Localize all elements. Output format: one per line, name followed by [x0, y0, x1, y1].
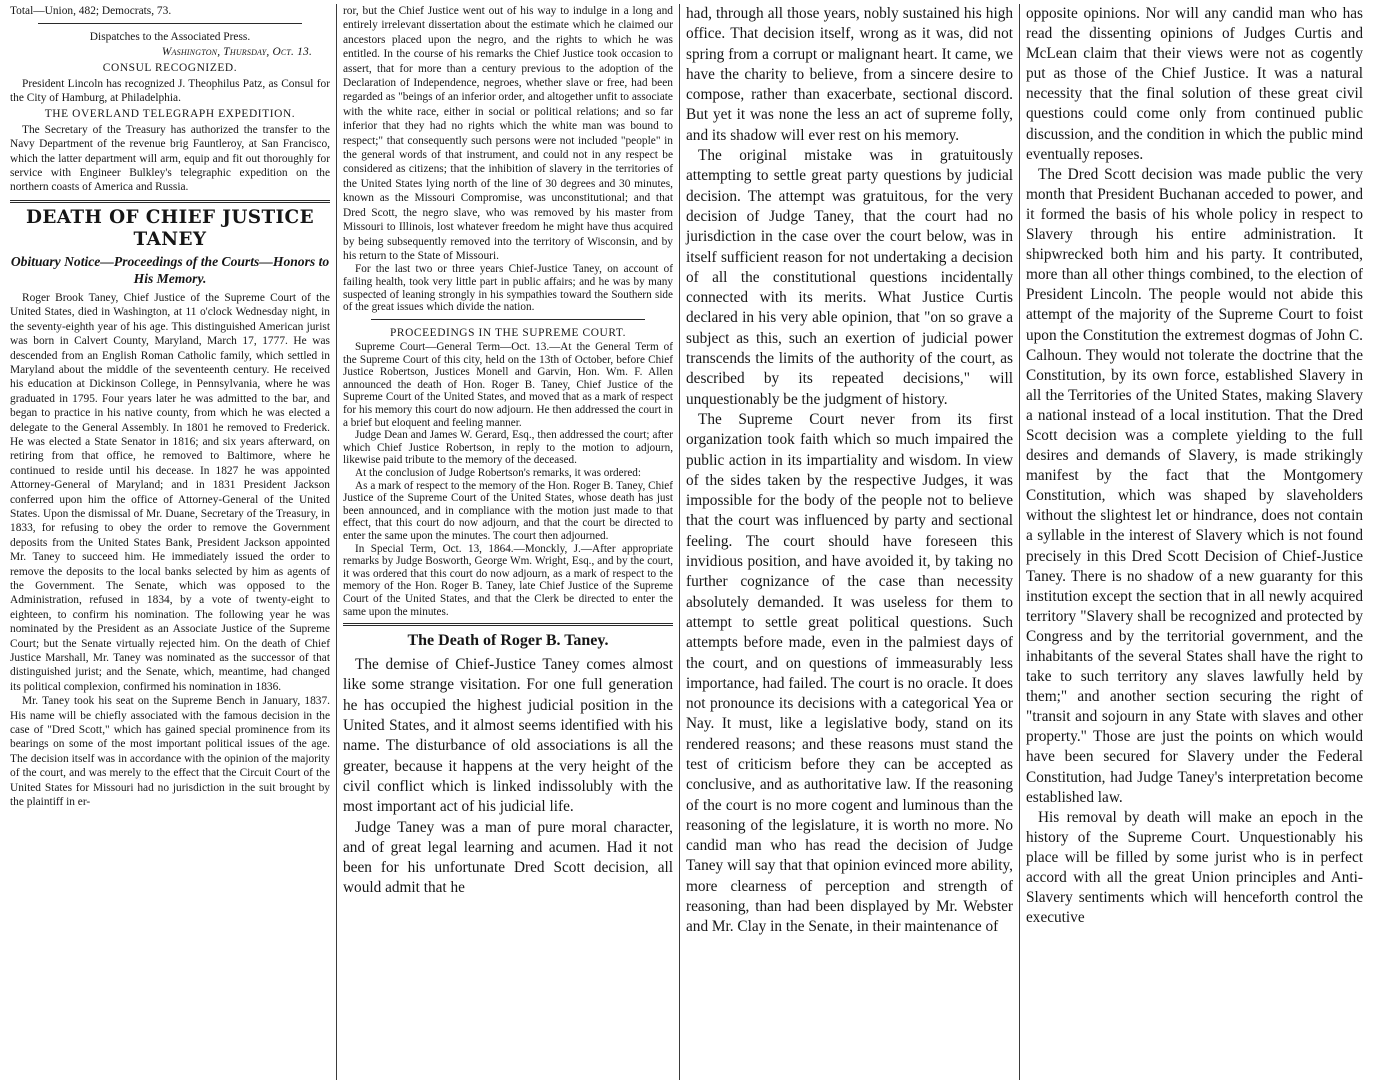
- section-divider: [10, 200, 330, 203]
- editorial-headline: The Death of Roger B. Taney.: [407, 632, 609, 650]
- editorial-paragraph: The Dred Scott decision was made public the very month that President Buchanan acceded to power, and it formed the basis of his whole policy in respect to Slavery through his entire administration. It shipwrecked both him and his party. It contributed, more than all other things combined, to the election of President Lincoln. The people would not abide this attempt of the majority of the Supreme Court to foist upon the Constitution the extremest dogmas of John C. Calhoun. They would not tolerate the doctrine that the Constitution, by its own force, established Slavery in all the Territories of the United States, making Slavery a national instead of a local institution. That the Dred Scott decision was a complete yielding to the full desires and demands of Slavery, is made strikingly manifest by the fact that the Montgomery Constitution, which was shaped by slaveholders without the slightest let or hindrance, does not contain a syllable in the interest of Slavery which is not found precisely in this Dred Scott Decision of Chief-Justice Taney. There is no shadow of a new guaranty for this institution except the section that in all newly acquired territory "Slavery shall be recognized and protected by Congress and by the territorial government, and the inhabitants of the several States shall have the right to take to such territory any slaves lawfully held by them;" and another section securing the right of "transit and sojourn in any State with slaves and other property." Those are just the points on which would have been secured for Slavery under the Federal Constitution, had Judge Taney's interpretation become established law.: [1026, 165, 1363, 806]
- obituary-body: [10, 291, 330, 810]
- column-2: [336, 4, 679, 1080]
- dispatch-heading: Dispatches to the Associated Press.: [89, 31, 251, 44]
- divider: [371, 319, 645, 320]
- proceedings-paragraph: Supreme Court—General Term—Oct. 13.—At the General Term of the Supreme Court of this city, held on the 13th of October, before Chief Justice Robertson, Justices Monell and Garvin, Hon. Wm. F. Allen announced the death of Hon. Roger B. Taney, Chief Justice of the Supreme Court of the United States, and moved that as a mark of respect for his memory this court do now adjourn. He then addressed the court in a brief but eloquent and feeling manner.: [343, 341, 673, 429]
- editorial-paragraph: The Supreme Court never from its first organization took faith which so much impaired the public action in its impartiality and wisdom. In view of the sides taken by the respective Judges, it was impossible for the body of the people not to believe that the court was influenced by party and sectional feeling. The court should have foreseen this invidious position, and have avoided it, by taking no further cognizance of the case than necessity absolutely demanded. It was useless for them to attempt to settle great political questions. Such attempts before made, even in the palmiest days of the court, and on questions of immeasurably less importance, had failed. The court is no oracle. It does not pronounce its decisions with a categorical Yea or Nay. It must, like a legislative body, stand on its rendered reasons; and these reasons must stand the test of criticism before they can be accepted as conclusive, and as authoritative law. If the reasoning of the court is no more cogent and luminous than the reasoning of the legislature, it is worth no more. No candid man who has read the decision of Judge Taney will say that that opinion evinced more ability, more clearness of perception and strength of reasoning, than had been displayed by Mr. Webster and Mr. Clay in the Senate, in their maintenance of: [686, 410, 1013, 936]
- obituary-paragraph: Roger Brook Taney, Chief Justice of the Supreme Court of the United States, died in Washington, at 11 o'clock Wednesday night, in the seventy-eighth year of his age. This distinguished American jurist was born in Calvert County, Maryland, March 17, 1777. He was descended from an English Roman Catholic family, which settled in Maryland about the middle of the seventeenth century. He received his education at Dickinson College, in Pennsylvania, where he was graduated in 1795. Four years later he was admitted to the bar, and began to practice in his native county, from which he was elected a delegate to the General Assembly. In 1801 he removed to Frederick. He was elected a State Senator in 1816; and six years afterward, on retiring from that office, he removed to Baltimore, where he continued to reside until his decease. In 1827 he was appointed Attorney-General of Maryland; and in 1831 President Jackson conferred upon him the office of Attorney-General of the United States. Upon the dismissal of Mr. Duane, Secretary of the Treasury, in 1833, for refusing to obey the order to remove the Government deposits from the United States Bank, President Jackson appointed Mr. Taney to succeed him. He immediately issued the order to remove the deposits to the local banks selected by him as agents of the Government. The Senate, which was opposed to the Administration, refused in 1834, by a vote of twenty-eight to eighteen, to confirm his nomination. The following year he was nominated by the President as an Associate Justice of the Supreme Court; but the Senate virtually rejected him. On the death of Chief Justice Marshall, Mr. Taney was nominated as the successor of that distinguished jurist; and the Senate, which, meantime, had changed its political complexion, confirmed his nomination in 1836.: [10, 291, 330, 693]
- column-1-top-section: [10, 4, 330, 195]
- divider: [38, 23, 302, 24]
- proceedings-paragraph: Judge Dean and James W. Gerard, Esq., then addressed the court; after which Chief Justice Robertson, in reply to the motion to adjourn, likewise paid tribute to the memory of the deceased.: [343, 429, 673, 467]
- obituary-paragraph: Mr. Taney took his seat on the Supreme Bench in January, 1837. His name will be chiefly associated with the famous decision in the case of "Dred Scott," which has gained special prominence from its bearings on some of the most important political issues of the age. The decision itself was in accordance with the opinion of the majority of the court, and was merely to the effect that the Circuit Court of the United States for Missouri had no jurisdiction in the suit brought by the plaintiff in er-: [10, 695, 330, 809]
- headline-death-of-chief-justice: DEATH OF CHIEF JUSTICE TANEY: [25, 206, 315, 250]
- health-paragraph: For the last two or three years Chief-Justice Taney, on account of failing health, took very little part in public affairs; and he was by many suspected of leaning strongly in his sympathies toward the Southern side of the great issues which divide the nation.: [343, 263, 673, 314]
- editorial-paragraph: opposite opinions. Nor will any candid man who has read the dissenting opinions of Judges Curtis and McLean claim that their views were not as cogently put as those of the Chief Justice. It was a natural necessity that the final solution of these great civil questions could come only from continued public discussion, and the condition in which the public mind eventually reposes.: [1026, 5, 1363, 163]
- proceedings-paragraph: In Special Term, Oct. 13, 1864.—Monckly, J.—After appropriate remarks by Judge Bosworth, George Wm. Wright, Esq., and by the court, it was ordered that this court do now adjourn, as a mark of respect to the memory of the Hon. Roger B. Taney, late Chief Justice of the Supreme Court of the United States, and that the Clerk be directed to enter the same upon the minutes.: [343, 542, 673, 618]
- proceedings-paragraph: As a mark of respect to the memory of the Hon. Roger B. Taney, Chief Justice of the Supreme Court of the United States, whose death has just been announced, and in compliance with the motion just made to that effect, that this court do now adjourn, and that the court be directed to enter the same upon the minutes. The court then adjourned.: [343, 479, 673, 542]
- column-1: [4, 4, 336, 1080]
- editorial-paragraph: The demise of Chief-Justice Taney comes almost like some strange visitation. For one full generation he has occupied the highest judicial position in the United States, and it almost seems identified with his name. The disturbance of old associations is all the greater, because it happens at the very height of the civil conflict which is linked indissolubly with the most important act of his judicial life.: [343, 656, 673, 816]
- column-2-top-section: [343, 4, 673, 618]
- consul-paragraph: President Lincoln has recognized J. Theophilus Patz, as Consul for the City of Hamburg, at Philadelphia.: [10, 77, 330, 105]
- subheadline-obituary: Obituary Notice—Proceedings of the Courts—Honors to His Memory.: [10, 253, 330, 286]
- vote-total-line: Total—Union, 482; Democrats, 73.: [10, 5, 172, 17]
- editorial-body-start: [343, 655, 673, 899]
- continued-paragraph: ror, but the Chief Justice went out of his way to indulge in a long and entirely irrelevant dissertation about the estimate which he claimed our ancestors placed upon the negro, and the rights to which he was entitled. In the course of his remarks the Chief Justice took occasion to assert, that for more than a century previous to the adoption of the Declaration of Independence, negroes, whether slave or free, had been regarded as "beings of an inferior order, and altogether unfit to associate with the white race, either in social or political relations; and so far inferior that they had no rights which the white man was bound to respect;" that consequently such persons were not included "people" in the general words of that instrument, and could not in any respect be considered as citizens; that the inhibition of slavery in the territories of the United States lying north of the line of 30 degrees and 30 minutes, known as the Missouri Compromise, was unconstitutional; and that Dred Scott, the negro slave, who was removed by his master from Missouri to Illinois, lost whatever freedom he might have thus acquired by being subsequently removed into the territory of Wisconsin, and by his return to the State of Missouri.: [343, 5, 673, 262]
- section-divider: [343, 623, 673, 626]
- telegraph-paragraph: The Secretary of the Treasury has authorized the transfer to the Navy Department of the revenue brig Fauntleroy, at San Francisco, which the latter department will arm, equip and fit out thoroughly for service with Engineer Bulkley's telegraphic expedition on the northern coasts of America and Russia.: [10, 123, 330, 194]
- proceedings-heading: PROCEEDINGS IN THE SUPREME COURT.: [389, 326, 627, 339]
- dateline: Washington, Thursday, Oct. 13.: [161, 45, 312, 58]
- consul-heading: CONSUL RECOGNIZED.: [102, 62, 238, 75]
- telegraph-heading: THE OVERLAND TELEGRAPH EXPEDITION.: [44, 108, 296, 121]
- editorial-paragraph: The original mistake was in gratuitously attempting to settle great party questions by judicial decision. The attempt was gratuitous, for the very decision of Judge Taney, that the court had no jurisdiction in the case over the court below, was in itself sufficient reason for not undertaking a decision of all the constitutional questions incidentally connected with its merits. What Justice Curtis declared in his very able opinion, that "on so grave a subject as this, such an exertion of judicial power transcends the limits of the authority of the court, as described by its repeated decisions," will unquestionably be the judgment of history.: [686, 147, 1013, 408]
- column-4: [1019, 4, 1369, 1080]
- editorial-paragraph: had, through all those years, nobly sustained his high office. That decision itself, wrong as it was, did not spring from a corrupt or malignant heart. It came, we have the charity to believe, from a sincere desire to compose, rather than exacerbate, sectional discord. But yet it was none the less an act of supreme folly, and its shadow will ever rest on his memory.: [686, 5, 1013, 144]
- column-3: [679, 4, 1019, 1080]
- editorial-paragraph: Judge Taney was a man of pure moral character, and of great legal learning and acumen. Had it not been for his unfortunate Dred Scott decision, all would admit that he: [343, 818, 673, 897]
- proceedings-paragraph: At the conclusion of Judge Robertson's remarks, it was ordered:: [355, 467, 641, 480]
- editorial-paragraph: His removal by death will make an epoch in the history of the Supreme Court. Unquestionably his place will be filled by some jurist who is in perfect accord with all the great Union principles and Anti-Slavery sentiments which will henceforth control the executive: [1026, 808, 1363, 927]
